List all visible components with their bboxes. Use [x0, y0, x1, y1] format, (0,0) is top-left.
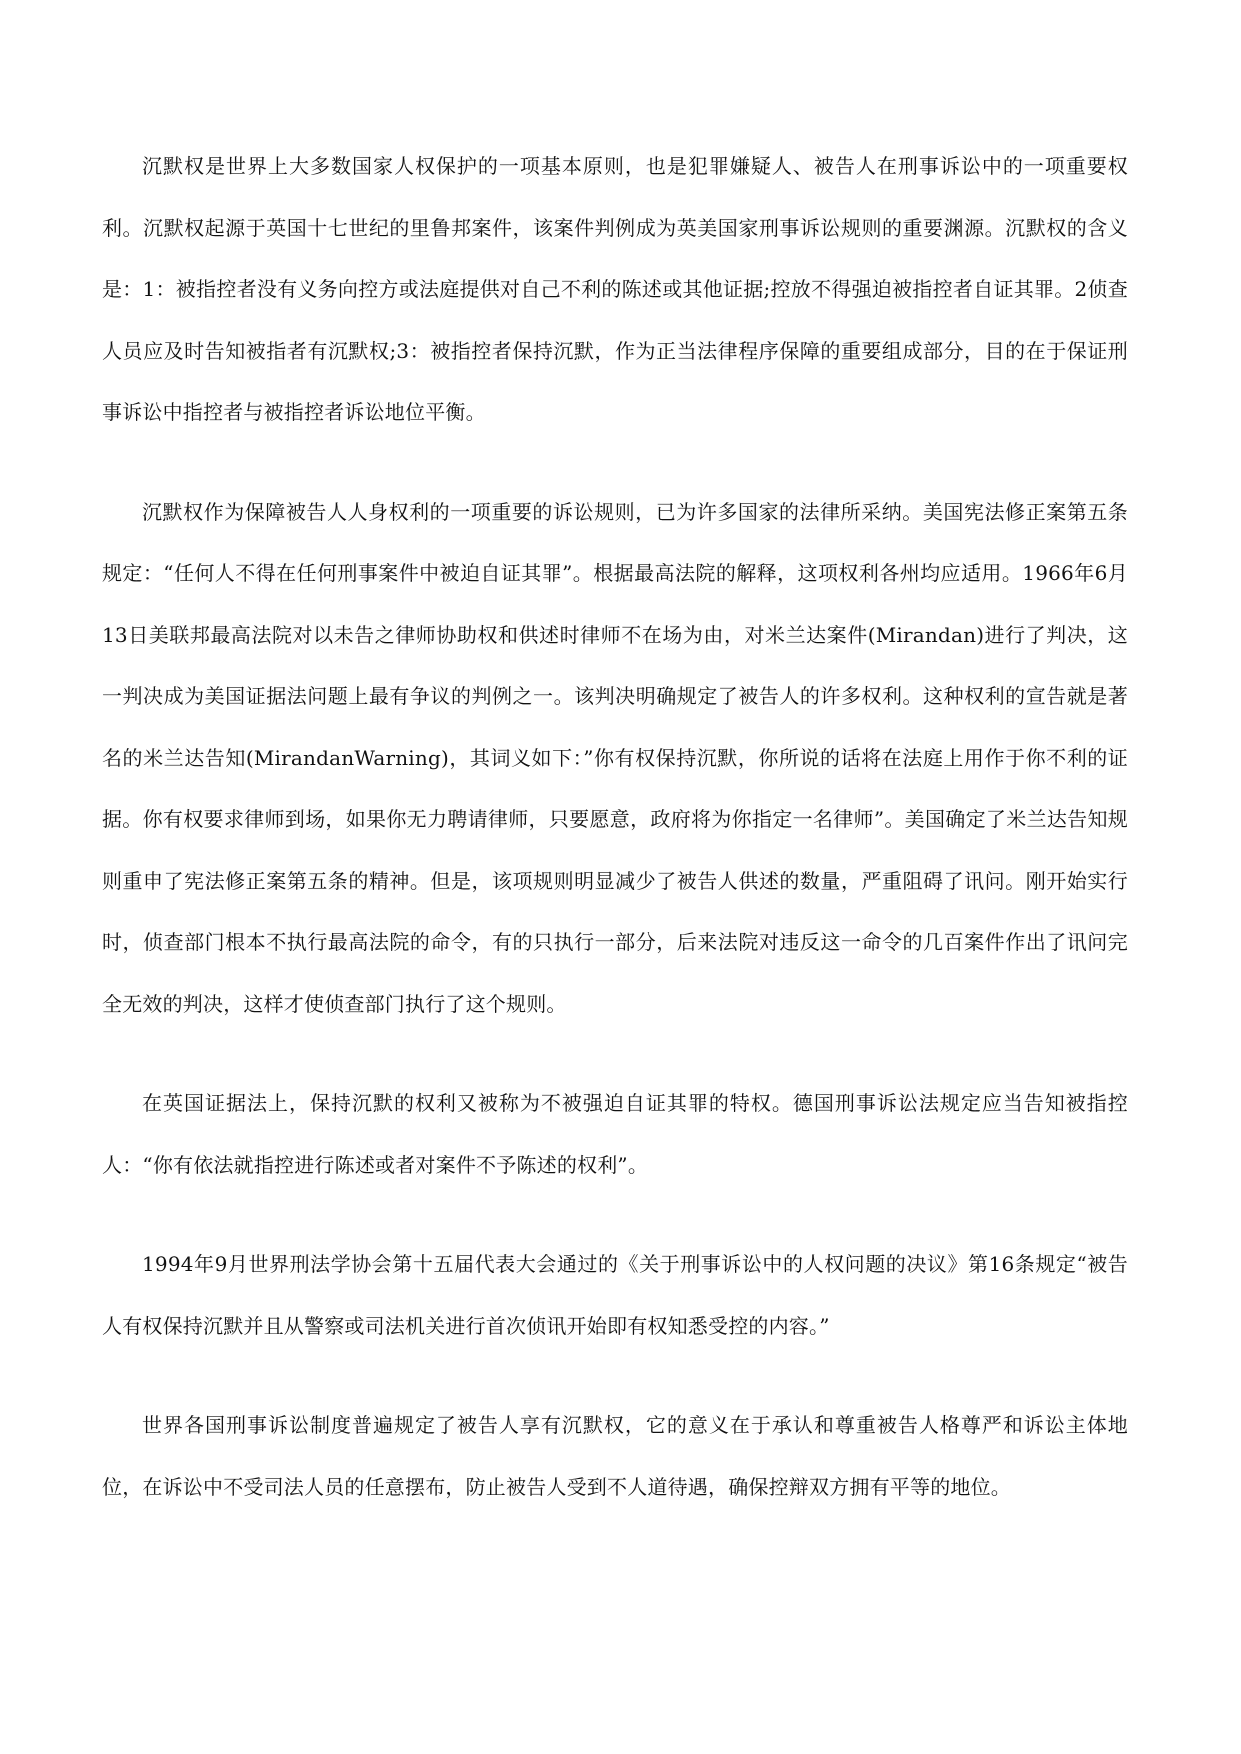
paragraph-silence-right-definition: 沉默权是世界上大多数国家人权保护的一项基本原则，也是犯罪嫌疑人、被告人在刑事诉讼中的一项重要权利。沉默权起源于英国十七世纪的里鲁邦案件，该案件判例成为英美国家刑事诉讼规则的重要渊源。沉默权的含义是：1：被指控者没有义务向控方或法庭提供对自己不利的陈述或其他证据;控放不得强迫被指控者自证其罪。2侦查人员应及时告知被指者有沉默权;3：被指控者保持沉默，作为正当法律程序保障的重要组成部分，目的在于保证刑事诉讼中指控者与被指控者诉讼地位平衡。 [102, 154, 1128, 424]
document-page [102, 136, 1128, 1518]
paragraph-1994-resolution: 1994年9月世界刑法学协会第十五届代表大会通过的《关于刑事诉讼中的人权问题的决议》第16条规定“被告人有权保持沉默并且从警察或司法机关进行首次侦讯开始即有权知悉受控的内容。” [102, 1252, 1128, 1338]
paragraph-miranda-warning: 沉默权作为保障被告人人身权利的一项重要的诉讼规则，已为许多国家的法律所采纳。美国宪法修正案第五条规定：“任何人不得在任何刑事案件中被迫自证其罪”。根据最高法院的解释，这项权利各州均应适用。1966年6月13日美联邦最高法院对以未告之律师协助权和供述时律师不在场为由，对米兰达案件(Mirandan)进行了判决，这一判决成为美国证据法问题上最有争议的判例之一。该判决明确规定了被告人的许多权利。这种权利的宣告就是著名的米兰达告知(MirandanWarning)，其词义如下：”你有权保持沉默，你所说的话将在法庭上用作于你不利的证据。你有权要求律师到场，如果你无力聘请律师，只要愿意，政府将为你指定一名律师”。美国确定了米兰达告知规则重申了宪法修正案第五条的精神。但是，该项规则明显减少了被告人供述的数量，严重阻碍了讯问。刚开始实行时，侦查部门根本不执行最高法院的命令，有的只执行一部分，后来法院对违反这一命令的几百案件作出了讯问完全无效的判决，这样才使侦查部门执行了这个规则。 [102, 499, 1128, 1016]
paragraph-uk-germany-law: 在英国证据法上，保持沉默的权利又被称为不被强迫自证其罪的特权。德国刑事诉讼法规定应当告知被指控人：“你有依法就指控进行陈述或者对案件不予陈述的权利”。 [102, 1091, 1128, 1177]
paragraph-significance: 世界各国刑事诉讼制度普遍规定了被告人享有沉默权，它的意义在于承认和尊重被告人格尊严和诉讼主体地位，在诉讼中不受司法人员的任意摆布，防止被告人受到不人道待遇，确保控辩双方拥有平等的地位。 [102, 1413, 1128, 1499]
